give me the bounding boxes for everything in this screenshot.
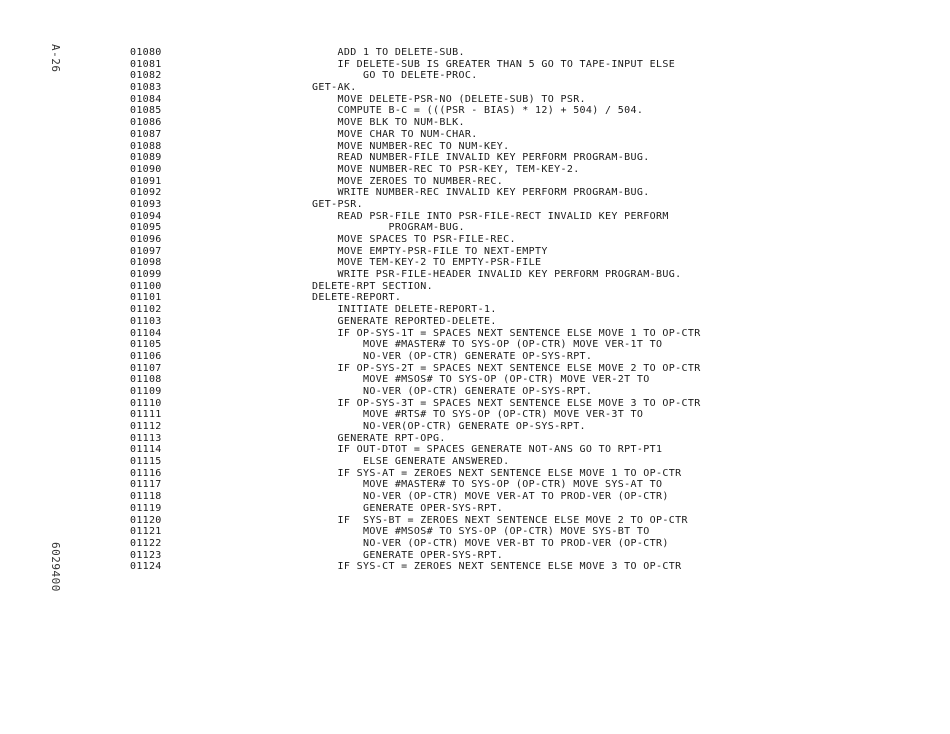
code-text: GO TO DELETE-PROC.: [312, 70, 478, 82]
code-line: [0, 199, 950, 211]
code-line: [0, 141, 950, 153]
line-number: 01120: [130, 514, 162, 526]
code-line: [0, 491, 950, 503]
code-text: MOVE #MSOS# TO SYS-OP (OP-CTR) MOVE SYS-BT TO: [312, 526, 650, 538]
code-line: [0, 468, 950, 480]
code-text: GENERATE OPER-SYS-RPT.: [312, 502, 504, 514]
document-number-label: 6029400: [49, 542, 62, 592]
code-line: [0, 444, 950, 456]
code-line: [0, 176, 950, 188]
code-text: MOVE #MASTER# TO SYS-OP (OP-CTR) MOVE VER-1T TO: [312, 339, 663, 351]
code-line: [0, 211, 950, 223]
line-number: 01089: [130, 152, 162, 164]
code-line: [0, 234, 950, 246]
code-text: NO-VER (OP-CTR) MOVE VER-AT TO PROD-VER (OP-CTR): [312, 491, 669, 503]
line-number: 01117: [130, 479, 162, 491]
code-line: [0, 47, 950, 59]
code-line: [0, 70, 950, 82]
line-number: 01091: [130, 175, 162, 187]
code-line: [0, 515, 950, 527]
line-number: 01090: [130, 163, 162, 175]
code-text: MOVE SPACES TO PSR-FILE-REC.: [312, 234, 516, 245]
code-text: IF DELETE-SUB IS GREATER THAN 5 GO TO TAPE-INPUT ELSE: [312, 58, 676, 70]
code-text: MOVE DELETE-PSR-NO (DELETE-SUB) TO PSR.: [312, 93, 586, 105]
code-text: INITIATE DELETE-REPORT-1.: [312, 304, 497, 316]
code-text: READ PSR-FILE INTO PSR-FILE-RECT INVALID KEY PERFORM: [312, 210, 669, 222]
line-number: 01106: [130, 350, 162, 362]
line-number: 01105: [130, 339, 162, 351]
code-text: MOVE NUMBER-REC TO NUM-KEY.: [312, 140, 510, 152]
code-text: MOVE EMPTY-PSR-FILE TO NEXT-EMPTY: [312, 245, 548, 257]
code-text: GET-PSR.: [312, 198, 363, 210]
code-text: NO-VER (OP-CTR) GENERATE OP-SYS-RPT.: [312, 385, 593, 397]
code-text: IF SYS-BT = ZEROES NEXT SENTENCE ELSE MOVE 2 TO OP-CTR: [312, 514, 688, 526]
code-text: COMPUTE B-C = (((PSR - BIAS) * 12) + 504) / 504.: [312, 105, 644, 117]
code-text: IF SYS-CT = ZEROES NEXT SENTENCE ELSE MOVE 3 TO OP-CTR: [312, 561, 682, 573]
code-line: [0, 479, 950, 491]
line-number: 01082: [130, 70, 162, 82]
line-number: 01096: [130, 234, 162, 245]
code-line: [0, 94, 950, 106]
code-text: WRITE NUMBER-REC INVALID KEY PERFORM PROGRAM-BUG.: [312, 187, 650, 199]
code-text: IF SYS-AT = ZEROES NEXT SENTENCE ELSE MOVE 1 TO OP-CTR: [312, 467, 682, 479]
code-line: [0, 222, 950, 234]
code-text: MOVE #MASTER# TO SYS-OP (OP-CTR) MOVE SYS-AT TO: [312, 479, 663, 491]
code-line: [0, 269, 950, 281]
code-text: MOVE NUMBER-REC TO PSR-KEY, TEM-KEY-2.: [312, 163, 580, 175]
code-text: ELSE GENERATE ANSWERED.: [312, 456, 510, 468]
code-line: [0, 117, 950, 129]
code-line: [0, 561, 950, 573]
code-text: GENERATE RPT-OPG.: [312, 432, 446, 444]
line-number: 01084: [130, 93, 162, 105]
line-number: 01083: [130, 82, 162, 94]
code-line: [0, 246, 950, 258]
code-line: [0, 421, 950, 433]
line-number: 01087: [130, 128, 162, 140]
line-number: 01110: [130, 397, 162, 409]
code-line: [0, 281, 950, 293]
line-number: 01122: [130, 537, 162, 549]
code-text: IF OUT-DTOT = SPACES GENERATE NOT-ANS GO TO RPT-PT1: [312, 444, 663, 456]
line-number: 01080: [130, 47, 162, 58]
line-number: 01100: [130, 280, 162, 292]
code-line: [0, 339, 950, 351]
line-number: 01114: [130, 444, 162, 456]
line-number: 01086: [130, 117, 162, 129]
code-text: IF OP-SYS-3T = SPACES NEXT SENTENCE ELSE MOVE 3 TO OP-CTR: [312, 397, 701, 409]
line-number: 01121: [130, 526, 162, 538]
code-text: MOVE TEM-KEY-2 TO EMPTY-PSR-FILE: [312, 257, 542, 269]
code-line: [0, 304, 950, 316]
code-line: [0, 105, 950, 117]
line-number: 01102: [130, 304, 162, 316]
code-line: [0, 164, 950, 176]
line-number: 01107: [130, 362, 162, 374]
code-line: [0, 316, 950, 328]
code-line: [0, 187, 950, 199]
code-line: [0, 374, 950, 386]
line-number: 01111: [130, 409, 162, 421]
code-text: DELETE-RPT SECTION.: [312, 280, 434, 292]
code-text: PROGRAM-BUG.: [312, 222, 465, 234]
code-text: NO-VER(OP-CTR) GENERATE OP-SYS-RPT.: [312, 421, 586, 432]
line-number: 01119: [130, 502, 162, 514]
code-line: [0, 409, 950, 421]
code-text: ADD 1 TO DELETE-SUB.: [312, 47, 465, 58]
code-text: IF OP-SYS-1T = SPACES NEXT SENTENCE ELSE MOVE 1 TO OP-CTR: [312, 327, 701, 339]
line-number: 01093: [130, 198, 162, 210]
line-number: 01092: [130, 187, 162, 199]
code-text: NO-VER (OP-CTR) MOVE VER-BT TO PROD-VER (OP-CTR): [312, 537, 669, 549]
code-text: GENERATE REPORTED-DELETE.: [312, 315, 497, 327]
code-line: [0, 433, 950, 445]
line-number: 01101: [130, 292, 162, 304]
code-line: [0, 59, 950, 71]
line-number: 01112: [130, 421, 162, 432]
code-line: [0, 292, 950, 304]
code-line: [0, 398, 950, 410]
code-line: [0, 538, 950, 550]
code-text: WRITE PSR-FILE-HEADER INVALID KEY PERFORM PROGRAM-BUG.: [312, 269, 682, 281]
line-number: 01098: [130, 257, 162, 269]
code-line: [0, 82, 950, 94]
line-number: 01104: [130, 327, 162, 339]
code-line: [0, 328, 950, 340]
code-listing: [0, 47, 950, 573]
line-number: 01088: [130, 140, 162, 152]
code-line: [0, 152, 950, 164]
line-number: 01118: [130, 491, 162, 503]
line-number: 01081: [130, 58, 162, 70]
code-text: MOVE #MSOS# TO SYS-OP (OP-CTR) MOVE VER-2T TO: [312, 374, 650, 386]
line-number: 01099: [130, 269, 162, 281]
line-number: 01113: [130, 432, 162, 444]
code-line: [0, 550, 950, 562]
line-number: 01116: [130, 467, 162, 479]
code-text: MOVE BLK TO NUM-BLK.: [312, 117, 465, 129]
code-line: [0, 129, 950, 141]
code-text: IF OP-SYS-2T = SPACES NEXT SENTENCE ELSE MOVE 2 TO OP-CTR: [312, 362, 701, 374]
code-text: MOVE ZEROES TO NUMBER-REC.: [312, 175, 504, 187]
line-number: 01095: [130, 222, 162, 234]
line-number: 01108: [130, 374, 162, 386]
line-number: 01103: [130, 315, 162, 327]
code-text: NO-VER (OP-CTR) GENERATE OP-SYS-RPT.: [312, 350, 593, 362]
line-number: 01109: [130, 385, 162, 397]
code-text: DELETE-REPORT.: [312, 292, 402, 304]
line-number: 01115: [130, 456, 162, 468]
line-number: 01124: [130, 561, 162, 573]
line-number: 01094: [130, 210, 162, 222]
code-text: MOVE #RTS# TO SYS-OP (OP-CTR) MOVE VER-3T TO: [312, 409, 644, 421]
code-line: [0, 386, 950, 398]
line-number: 01097: [130, 245, 162, 257]
line-number: 01085: [130, 105, 162, 117]
code-line: [0, 503, 950, 515]
code-line: [0, 526, 950, 538]
code-line: [0, 456, 950, 468]
code-line: [0, 257, 950, 269]
code-text: READ NUMBER-FILE INVALID KEY PERFORM PROGRAM-BUG.: [312, 152, 650, 164]
code-text: GENERATE OPER-SYS-RPT.: [312, 549, 504, 561]
code-line: [0, 363, 950, 375]
page-number-label: A-26: [49, 44, 62, 73]
code-line: [0, 351, 950, 363]
code-text: MOVE CHAR TO NUM-CHAR.: [312, 128, 478, 140]
code-text: GET-AK.: [312, 82, 357, 94]
line-number: 01123: [130, 549, 162, 561]
